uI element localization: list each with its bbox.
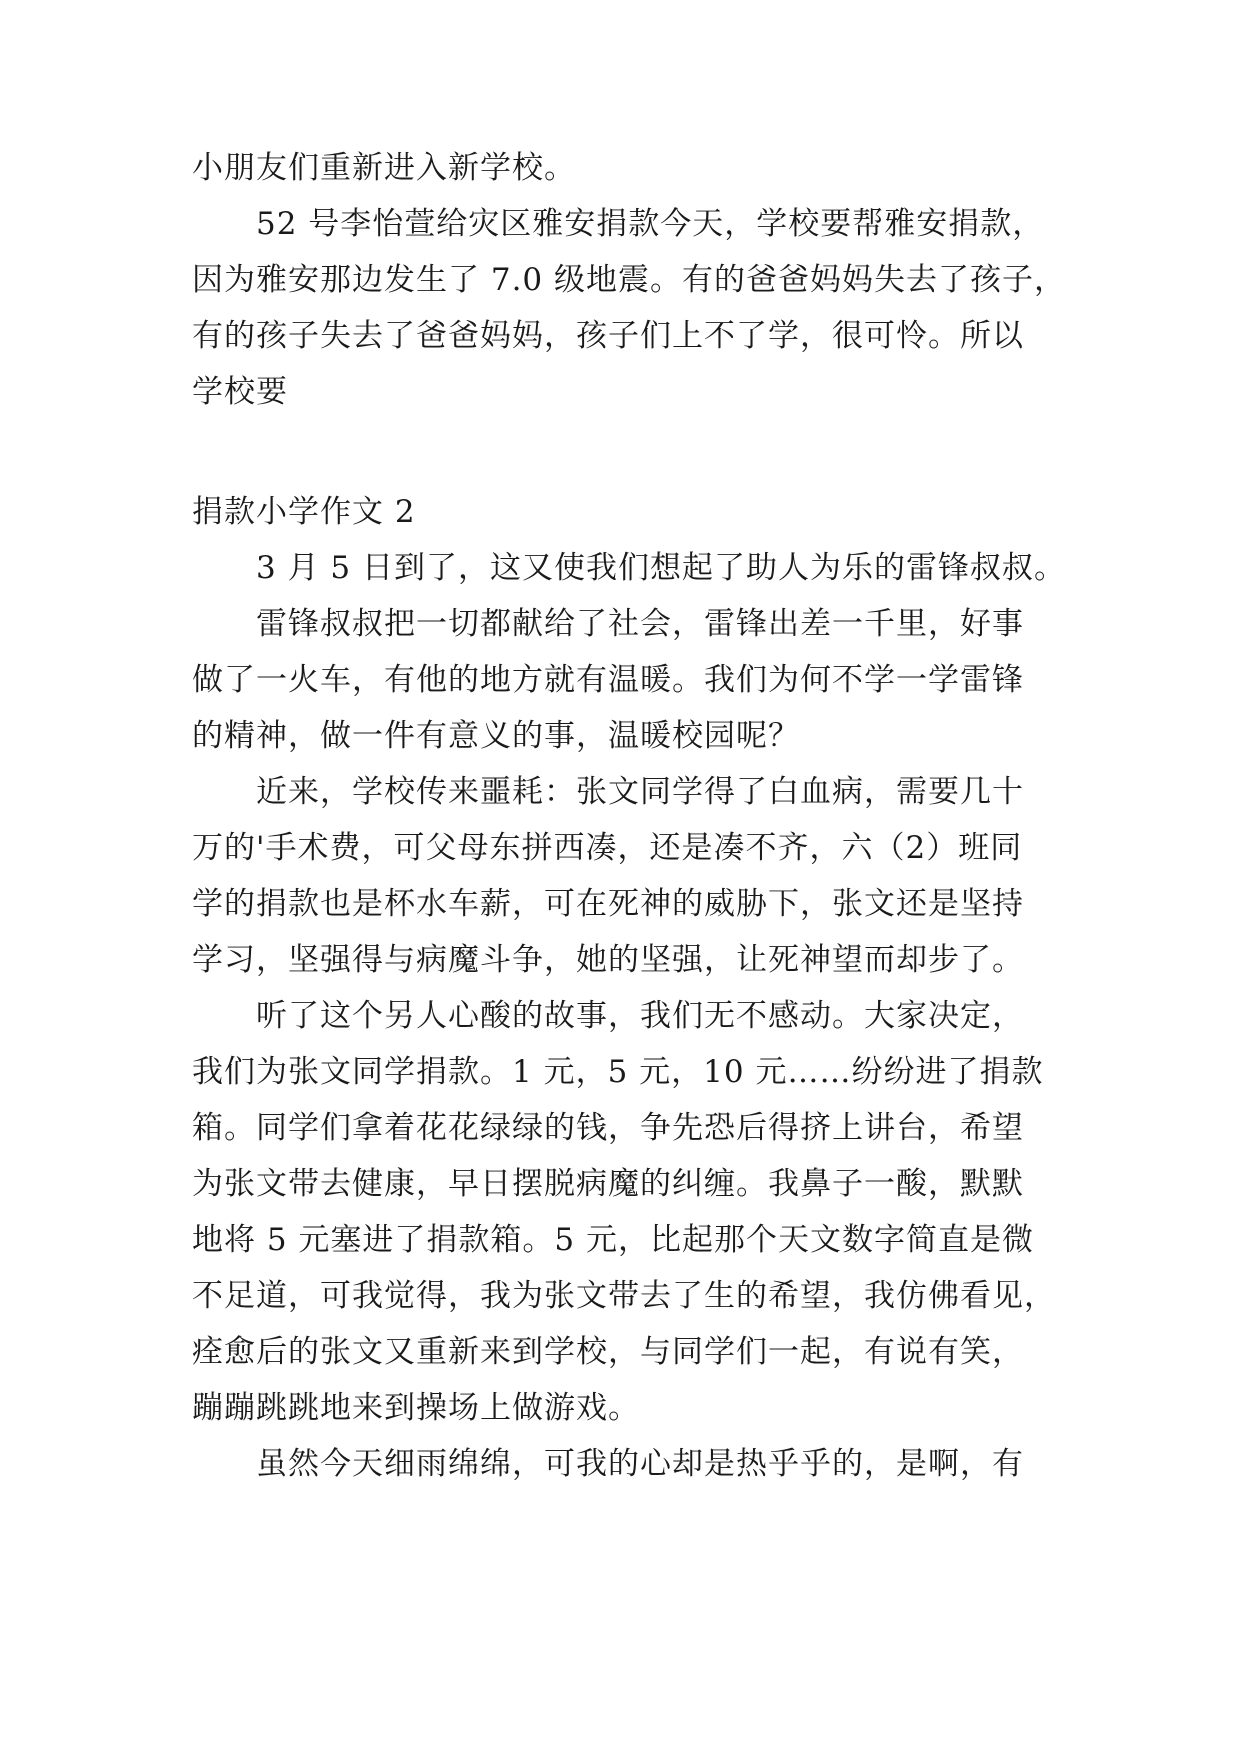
paragraph-first-line: 雷锋叔叔把一切都献给了社会，雷锋出差一千里，好事 xyxy=(256,606,1024,642)
text-line: 箱。同学们拿着花花绿绿的钱，争先恐后得挤上讲台，希望 xyxy=(192,1110,1024,1146)
text-line: 万的'手术费，可父母东拼西凑，还是凑不齐，六（2）班同 xyxy=(192,830,1023,866)
text-line: 学的捐款也是杯水车薪，可在死神的威胁下，张文还是坚持 xyxy=(192,886,1024,922)
text-line: 做了一火车，有他的地方就有温暖。我们为何不学一学雷锋 xyxy=(192,662,1024,698)
section-heading: 捐款小学作文 2 xyxy=(192,494,416,530)
text-line: 因为雅安那边发生了 7.0 级地震。有的爸爸妈妈失去了孩子， xyxy=(192,262,1067,298)
text-line: 我们为张文同学捐款。1 元，5 元，10 元……纷纷进了捐款 xyxy=(192,1054,1044,1090)
text-line: 蹦蹦跳跳地来到操场上做游戏。 xyxy=(192,1390,640,1426)
paragraph-first-line: 52 号李怡萱给灾区雅安捐款今天，学校要帮雅安捐款， xyxy=(256,206,1045,242)
text-line: 不足道，可我觉得，我为张文带去了生的希望，我仿佛看见， xyxy=(192,1278,1056,1314)
text-line: 小朋友们重新进入新学校。 xyxy=(192,150,576,186)
text-line: 的精神，做一件有意义的事，温暖校园呢？ xyxy=(192,718,800,754)
paragraph-first-line: 3 月 5 日到了，这又使我们想起了助人为乐的雷锋叔叔。 xyxy=(256,550,1067,586)
text-line: 痊愈后的张文又重新来到学校，与同学们一起，有说有笑， xyxy=(192,1334,1024,1370)
text-line: 学校要 xyxy=(192,374,288,410)
paragraph-first-line: 近来，学校传来噩耗：张文同学得了白血病，需要几十 xyxy=(256,774,1024,810)
text-line: 学习，坚强得与病魔斗争，她的坚强，让死神望而却步了。 xyxy=(192,942,1024,978)
text-line: 有的孩子失去了爸爸妈妈，孩子们上不了学，很可怜。所以 xyxy=(192,318,1024,354)
text-line: 为张文带去健康，早日摆脱病魔的纠缠。我鼻子一酸，默默 xyxy=(192,1166,1024,1202)
paragraph-first-line: 虽然今天细雨绵绵，可我的心却是热乎乎的，是啊，有 xyxy=(256,1446,1024,1482)
paragraph-first-line: 听了这个另人心酸的故事，我们无不感动。大家决定， xyxy=(256,998,1024,1034)
text-line: 地将 5 元塞进了捐款箱。5 元，比起那个天文数字简直是微 xyxy=(192,1222,1035,1258)
